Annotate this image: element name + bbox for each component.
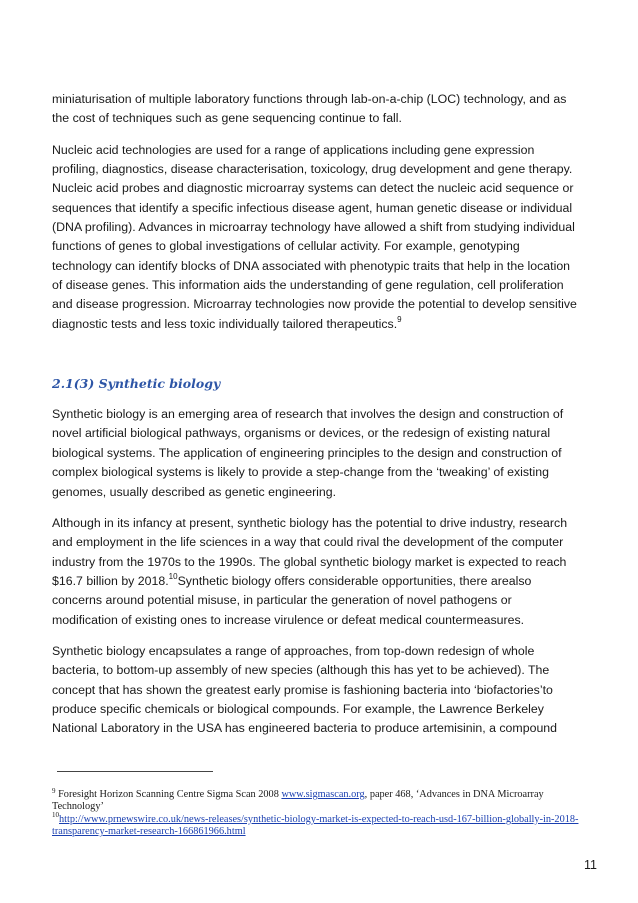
text-line: technology can identify blocks of DNA associated with phenotypic traits that help in the location <box>52 258 571 273</box>
text-line: and employment in the life sciences in a way that could rival the development of the computer <box>52 535 564 550</box>
text-line: genomes, usually described as genetic engineering. <box>52 484 337 499</box>
text-line: miniaturisation of multiple laboratory functions through lab-on-a-chip (LOC) technology, and as <box>52 92 567 106</box>
body-text <box>52 90 598 751</box>
sigmascan-link[interactable]: www.sigmascan.org <box>281 789 365 800</box>
text-line: functions of genes to global investigations of cellular activity. For example, genotyping <box>52 239 520 254</box>
text-line-content: diagnostic tests and less toxic individually tailored therapeutics. <box>52 316 398 331</box>
footnote-divider <box>57 771 213 772</box>
footnote-text: Foresight Horizon Scanning Centre Sigma Scan 2008 <box>55 789 282 800</box>
text-line: concept that has shown the greatest early promise is fashioning bacteria into ‘biofactories’to <box>52 682 553 697</box>
footnotes <box>52 786 612 839</box>
prnewswire-link[interactable]: http://www.prnewswire.co.uk/news-releases/synthetic-biology-market-is-expected-to-reach-usd-167-billion-globally-in-2018- <box>59 813 579 825</box>
text-line <box>52 572 598 591</box>
text-line: sequences that identify a specific infectious disease agent, human genetic disease or individual <box>52 200 573 215</box>
text-line: industry from the 1970s to the 1990s. The global synthetic biology market is expected to reach <box>52 554 567 569</box>
text-line: profiling, diagnostics, disease characterisation, toxicology, drug development and gene therapy. <box>52 162 573 177</box>
text-line: complex biological systems is likely to provide a step-change from the ‘tweaking’ of existing <box>52 465 549 480</box>
page-number: 11 <box>584 858 597 872</box>
footnote-ref-10[interactable]: 10 <box>168 571 178 581</box>
paragraph-synthetic-intro <box>52 405 598 502</box>
text-line-content: Synthetic biology offers considerable opportunities, there arealso <box>177 573 532 588</box>
footnote-text: , paper 468, ‘Advances in DNA Microarray <box>364 789 544 800</box>
text-line: biological systems. The application of engineering principles to the design and construction of <box>52 445 562 460</box>
text-line: Although in its infancy at present, synthetic biology has the potential to drive industry, research <box>52 515 568 530</box>
section-heading: 2.1(3) Synthetic biology <box>52 376 221 392</box>
footnote-ref-9[interactable]: 9 <box>397 314 402 324</box>
footnote-number: 9 <box>52 786 56 795</box>
text-line: bacteria, to bottom-up assembly of new species (although this has yet to be achieved). The <box>52 663 550 678</box>
text-line: Synthetic biology is an emerging area of research that involves the design and construction of <box>52 407 564 422</box>
text-line: Nucleic acid probes and diagnostic microarray systems can detect the nucleic acid sequence or <box>52 181 574 196</box>
text-line: modification of existing ones to increase virulence or defeat medical countermeasures. <box>52 612 525 627</box>
text-line <box>52 315 598 334</box>
text-line: (DNA profiling). Advances in microarray technology have allowed a shift from studying individual <box>52 220 575 235</box>
footnote-9-continued: Technology’ <box>52 801 104 813</box>
text-line: concerns around potential misuse, in particular the generation of novel pathogens or <box>52 593 512 608</box>
text-line: novel artificial biological pathways, organisms or devices, or the redesign of existing natural <box>52 426 551 441</box>
text-line: of disease genes. This information aids the understanding of gene regulation, cell proliferation <box>52 278 564 293</box>
text-line-content: $16.7 billion by 2018. <box>52 573 169 588</box>
text-line: Synthetic biology encapsulates a range of approaches, from top-down redesign of whole <box>52 643 535 658</box>
text-line: and disease progression. Microarray technologies now provide the potential to develop sensitive <box>52 297 577 312</box>
paragraph-market <box>52 514 598 630</box>
text-line: produce specific chemicals or biological compounds. For example, the Lawrence Berkeley <box>52 701 544 716</box>
footnote-10-continued <box>52 826 612 838</box>
footnote-number: 10 <box>52 811 59 820</box>
footnote-10 <box>52 811 612 826</box>
text-line: the cost of techniques such as gene sequencing continue to fall. <box>52 111 402 126</box>
paragraph-nucleic-acid <box>52 141 598 334</box>
text-line: National Laboratory in the USA has engineered bacteria to produce artemisinin, a compound <box>52 721 558 736</box>
footnote-9 <box>52 786 612 801</box>
paragraph-loc <box>52 90 598 129</box>
paragraph-approaches <box>52 642 598 739</box>
prnewswire-link-continued[interactable]: transparency-market-research-166861966.html <box>52 826 246 838</box>
text-line: Nucleic acid technologies are used for a range of applications including gene expression <box>52 142 535 157</box>
